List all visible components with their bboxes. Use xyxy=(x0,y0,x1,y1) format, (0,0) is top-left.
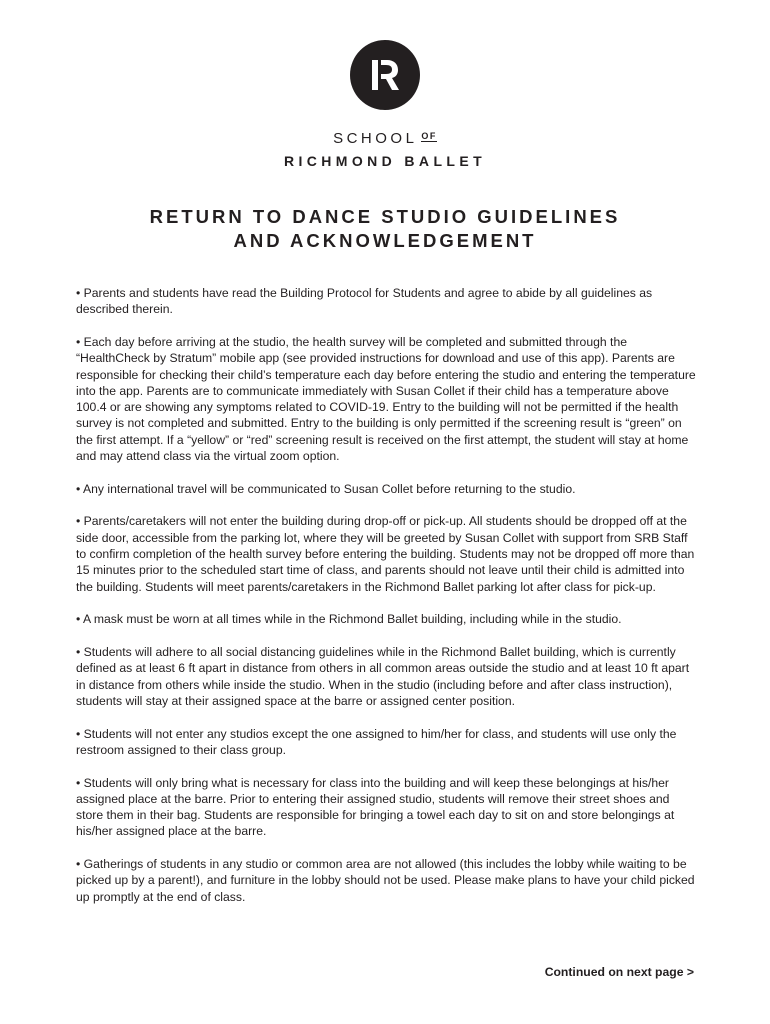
guideline-item: • Students will adhere to all social distancing guidelines while in the Richmond Ballet building, which is currently defined as at least 6 ft apart in distance from others in all common areas outside the studio and at least 10 ft apart in distance from others while inside the studio. When in the studio (including before and after class instruction), students will stay at their assigned space at the barre or assigned center position. xyxy=(76,645,690,708)
guideline-item: • Gatherings of students in any studio or common area are not allowed (this includes the lobby while waiting to be picked up by a parent!), and furniture in the lobby should not be used. Please make plans to have your child picked up promptly at the end of class. xyxy=(76,857,695,904)
title-line-1: RETURN TO DANCE STUDIO GUIDELINES xyxy=(149,206,621,227)
school-wordmark xyxy=(333,130,437,147)
guideline-item: • A mask must be worn at all times while in the Richmond Ballet building, including while in the studio. xyxy=(76,612,622,627)
guideline-item: • Parents/caretakers will not enter the building during drop-off or pick-up. All students should be dropped off at the side door, accessible from the parking lot, where they will be greeted by Susan Collet with support from SRB Staff to confirm completion of the health survey before entering the building. Students may not be dropped off more than 15 minutes prior to the scheduled start time of class, and parents should not leave until their child is admitted into the building. Students will meet parents/caretakers in the Richmond Ballet parking lot after class for pick-up. xyxy=(76,514,695,594)
guideline-item: • Any international travel will be communicated to Susan Collet before returning to the studio. xyxy=(76,481,576,496)
org-name: RICHMOND BALLET xyxy=(283,153,487,169)
page-title xyxy=(0,205,770,253)
of-text: OF xyxy=(421,131,437,141)
logo-mark xyxy=(350,40,420,110)
guideline-item: • Each day before arriving at the studio, the health survey will be completed and submitted through the “HealthCheck by Stratum” mobile app (see provided instructions for download and use of this app). Parents are responsible for checking their child’s temperature each day before entering the studio and entering the temperature into the app. Parents are to communicate immediately with Susan Collet if their child has a temperature above 100.4 or are showing any symptoms related to COVID-19. Entry to the building will not be permitted if the health survey is not completed and submitted. Entry to the building is only permitted if the screening result is “green” on the first attempt. If a “yellow” or “red” screening result is received on the first attempt, the student will stay at home and may attend class via the virtual zoom option. xyxy=(76,334,696,464)
ballet-r-icon xyxy=(350,40,420,110)
guideline-item: • Parents and students have read the Building Protocol for Students and agree to abide by all guidelines as described therein. xyxy=(76,286,653,317)
school-text: SCHOOL xyxy=(333,130,418,147)
guideline-item: • Students will not enter any studios except the one assigned to him/her for class, and students will use only the restroom assigned to their class group. xyxy=(76,726,677,757)
title-line-2: AND ACKNOWLEDGEMENT xyxy=(233,230,537,251)
guideline-item: • Students will only bring what is necessary for class into the building and will keep these belongings at his/her assigned place at the barre. Prior to entering their assigned studio, students will remove their street shoes and store them in their bag. Students are responsible for bringing a towel each day to sit on and store belongings at his/her assigned place at the barre. xyxy=(76,775,675,839)
continued-note: Continued on next page > xyxy=(544,965,694,979)
school-logo xyxy=(0,40,770,169)
guidelines-list xyxy=(76,285,698,921)
